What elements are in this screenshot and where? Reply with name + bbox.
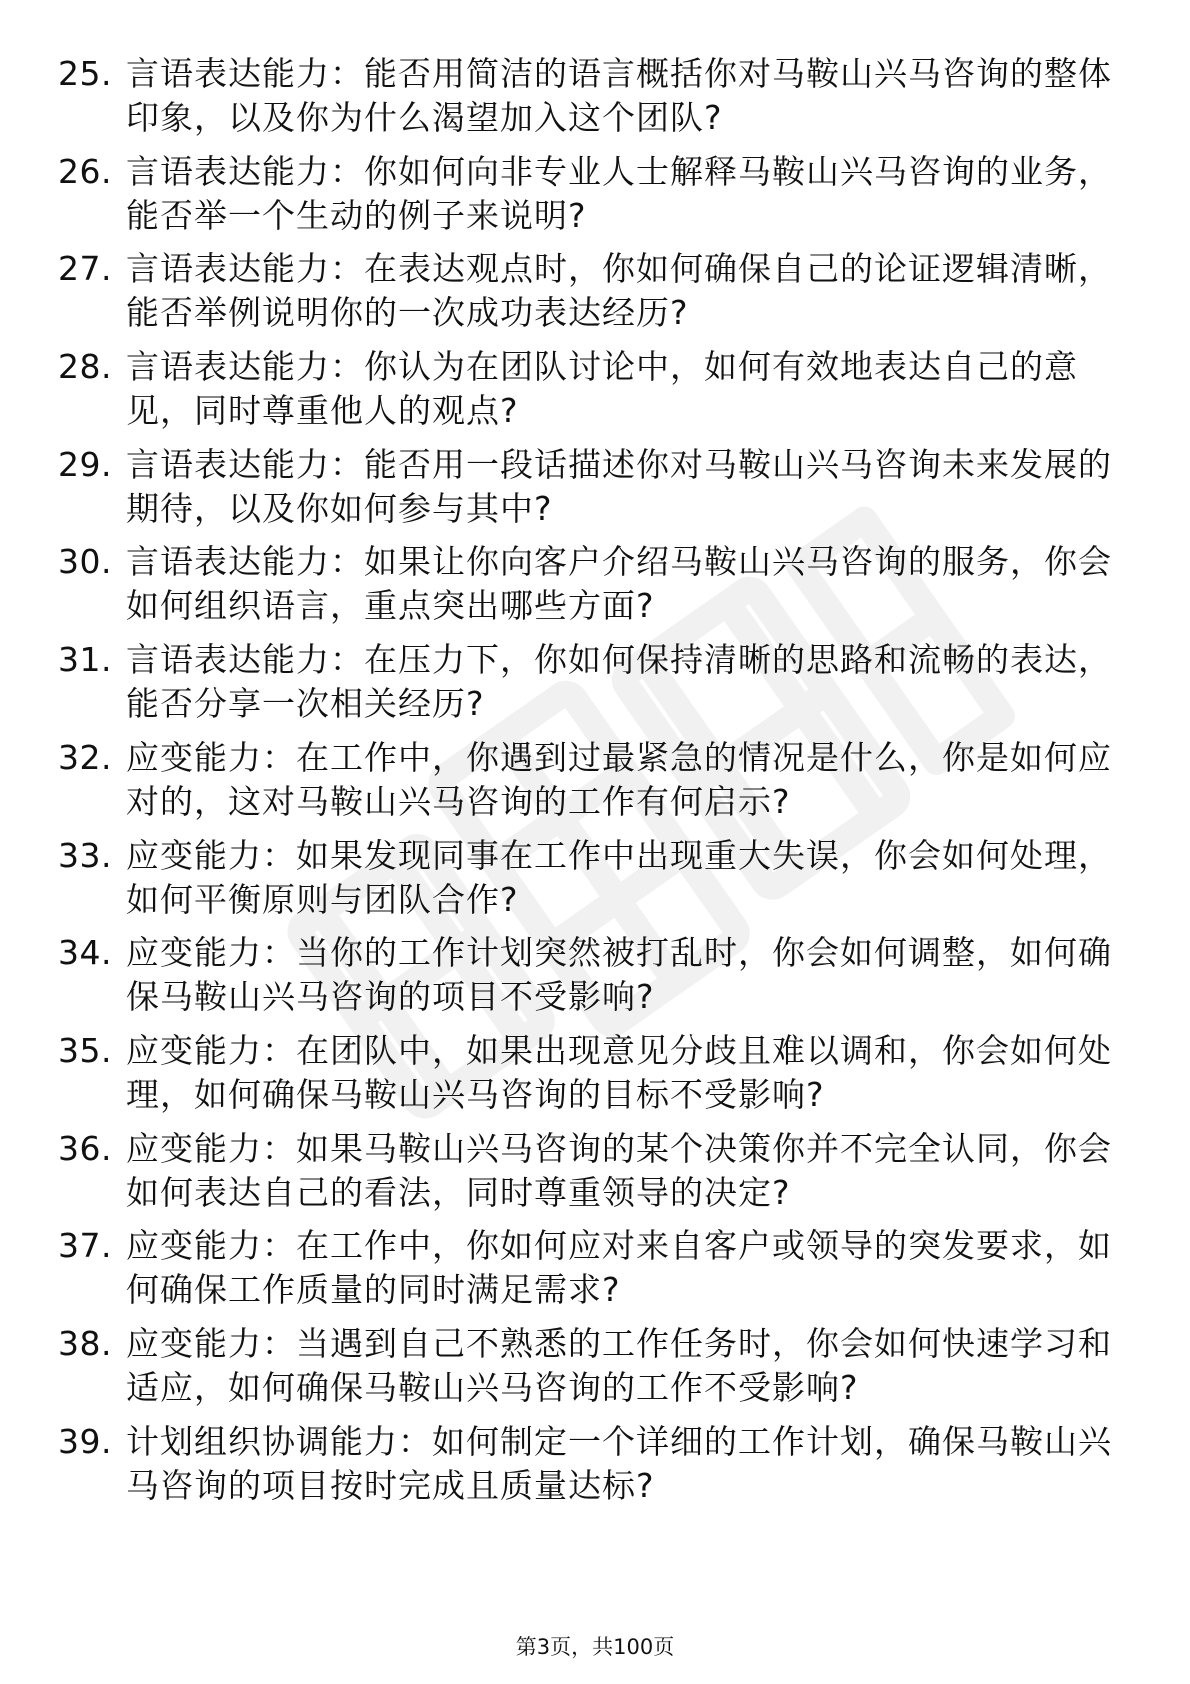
question-text: 应变能力：如果发现同事在工作中出现重大失误，你会如何处理，如何平衡原则与团队合作? xyxy=(126,835,1112,919)
question-item xyxy=(58,540,1118,638)
question-text: 言语表达能力：如果让你向客户介绍马鞍山兴马咨询的服务，你会如何组织语言，重点突出哪些方面? xyxy=(126,542,1112,626)
question-item xyxy=(58,345,1118,443)
question-number: 36. xyxy=(58,1128,112,1168)
question-number: 25. xyxy=(58,54,112,93)
page-number-label: 第3页，共100页 xyxy=(515,1635,675,1659)
question-text: 应变能力：如果马鞍山兴马咨询的某个决策你并不完全认同，你会如何表达自己的看法，同时尊重领导的决定? xyxy=(126,1128,1112,1212)
question-item xyxy=(58,52,1118,150)
question-item xyxy=(58,1420,1118,1518)
question-number: 28. xyxy=(58,347,112,387)
question-number: 39. xyxy=(58,1421,112,1461)
question-text: 应变能力：在团队中，如果出现意见分歧且难以调和，你会如何处理，如何确保马鞍山兴马咨询的目标不受影响? xyxy=(126,1030,1112,1114)
question-number: 31. xyxy=(58,640,112,680)
question-item xyxy=(58,736,1118,834)
question-item xyxy=(58,931,1118,1029)
question-item xyxy=(58,150,1118,248)
question-text: 应变能力：在工作中，你遇到过最紧急的情况是什么，你是如何应对的，这对马鞍山兴马咨询的工作有何启示? xyxy=(126,737,1112,821)
question-text: 言语表达能力：在压力下，你如何保持清晰的思路和流畅的表达，能否分享一次相关经历? xyxy=(126,640,1112,724)
question-number: 30. xyxy=(58,542,112,582)
question-number: 35. xyxy=(58,1030,112,1070)
question-text: 应变能力：在工作中，你如何应对来自客户或领导的突发要求，如何确保工作质量的同时满足需求? xyxy=(126,1226,1112,1310)
page-footer xyxy=(0,1633,1190,1661)
question-number: 33. xyxy=(58,835,112,875)
question-text: 言语表达能力：你如何向非专业人士解释马鞍山兴马咨询的业务，能否举一个生动的例子来说明? xyxy=(126,151,1112,235)
question-item xyxy=(58,1224,1118,1322)
question-text: 言语表达能力：你认为在团队讨论中，如何有效地表达自己的意见，同时尊重他人的观点? xyxy=(126,347,1078,431)
question-item xyxy=(58,1127,1118,1225)
question-list xyxy=(58,52,1118,1517)
question-text: 言语表达能力：在表达观点时，你如何确保自己的论证逻辑清晰，能否举例说明你的一次成功表达经历? xyxy=(126,249,1112,333)
question-number: 38. xyxy=(58,1323,112,1363)
question-item xyxy=(58,443,1118,541)
question-text: 计划组织协调能力：如何制定一个详细的工作计划，确保马鞍山兴马咨询的项目按时完成且质量达标? xyxy=(126,1421,1112,1505)
question-item xyxy=(58,638,1118,736)
question-text: 应变能力：当遇到自己不熟悉的工作任务时，你会如何快速学习和适应，如何确保马鞍山兴马咨询的工作不受影响? xyxy=(126,1323,1112,1407)
question-text: 言语表达能力：能否用一段话描述你对马鞍山兴马咨询未来发展的期待，以及你如何参与其中? xyxy=(126,444,1112,528)
question-text: 言语表达能力：能否用简洁的语言概括你对马鞍山兴马咨询的整体印象，以及你为什么渴望加入这个团队? xyxy=(126,54,1112,137)
question-number: 32. xyxy=(58,737,112,777)
question-item xyxy=(58,1029,1118,1127)
question-number: 34. xyxy=(58,933,112,973)
question-number: 27. xyxy=(58,249,112,289)
question-item xyxy=(58,247,1118,345)
question-item xyxy=(58,1322,1118,1420)
question-number: 26. xyxy=(58,151,112,191)
question-number: 29. xyxy=(58,444,112,484)
question-text: 应变能力：当你的工作计划突然被打乱时，你会如何调整，如何确保马鞍山兴马咨询的项目不受影响? xyxy=(126,933,1112,1017)
question-number: 37. xyxy=(58,1226,112,1266)
question-item xyxy=(58,834,1118,932)
